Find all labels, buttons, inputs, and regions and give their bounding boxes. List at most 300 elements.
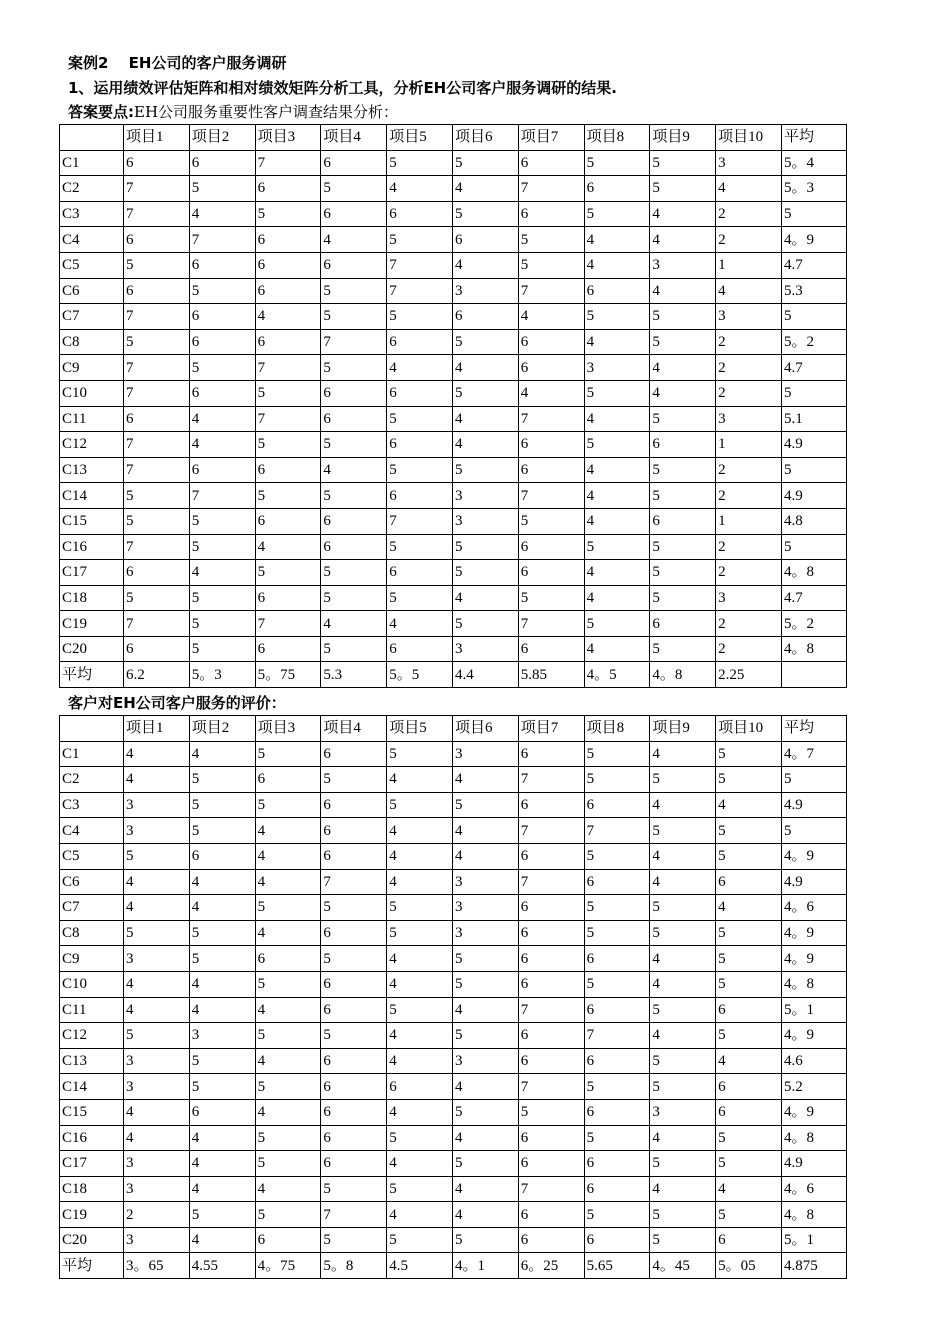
table-cell: 5 (716, 1125, 782, 1151)
case-title: 案例2 EH公司的客户服务调研 (68, 54, 287, 72)
header-cell: 项目7 (518, 125, 584, 151)
table-row (60, 1048, 847, 1074)
table-cell: 6 (650, 508, 716, 534)
table-cell: 4 (189, 406, 255, 432)
table-row (60, 1176, 847, 1202)
table-cell: 7 (518, 611, 584, 637)
row-label-cell: C17 (60, 560, 124, 586)
table-cell: 5 (650, 483, 716, 509)
table-cell: 5 (452, 1099, 518, 1125)
table-cell: 4。9 (781, 1023, 846, 1049)
table-cell: 5 (387, 920, 453, 946)
table-cell: 3 (124, 1227, 190, 1253)
row-label-cell: C10 (60, 380, 124, 406)
table-cell: 5 (518, 227, 584, 253)
row-label-cell: C3 (60, 792, 124, 818)
table-cell: 6 (584, 1099, 650, 1125)
header-cell: 项目2 (189, 716, 255, 742)
table-cell: 4 (189, 869, 255, 895)
table-cell: 4。7 (781, 741, 846, 767)
table-cell: 7 (584, 818, 650, 844)
row-label-cell: 平均 (60, 662, 124, 688)
table-row (60, 741, 847, 767)
table-cell: 7 (255, 611, 321, 637)
table-cell: 4.9 (781, 432, 846, 458)
table-row (60, 920, 847, 946)
table-cell: 4 (452, 252, 518, 278)
table-cell: 5 (584, 920, 650, 946)
table-cell: 5 (452, 946, 518, 972)
table-cell: 7 (518, 483, 584, 509)
table-cell: 5 (255, 1125, 321, 1151)
table-cell: 4 (452, 406, 518, 432)
table-cell: 5 (255, 895, 321, 921)
header-cell: 平均 (781, 125, 846, 151)
table-cell: 6 (518, 741, 584, 767)
table-cell: 7 (321, 869, 387, 895)
table-cell: 4 (650, 843, 716, 869)
table-row (60, 150, 847, 176)
table-cell: 6 (255, 278, 321, 304)
row-label-cell: C16 (60, 534, 124, 560)
table-cell: 6 (716, 1227, 782, 1253)
table-cell: 5。4 (781, 150, 846, 176)
table-cell: 6 (584, 1227, 650, 1253)
table-cell: 4.875 (781, 1253, 846, 1279)
table-cell: 5 (452, 792, 518, 818)
header-cell (60, 716, 124, 742)
table-cell: 6 (321, 534, 387, 560)
table-row (60, 895, 847, 921)
table-cell: 3 (124, 1048, 190, 1074)
table-cell: 6 (189, 380, 255, 406)
table-cell: 3 (584, 355, 650, 381)
table-cell: 5 (716, 920, 782, 946)
table-cell: 7 (189, 483, 255, 509)
table-cell: 3 (716, 150, 782, 176)
table-cell: 3 (124, 792, 190, 818)
table-cell: 6 (321, 741, 387, 767)
answer-intro (68, 103, 398, 121)
table-row (60, 818, 847, 844)
table-cell: 6 (584, 176, 650, 202)
table-cell: 3。65 (124, 1253, 190, 1279)
table-cell: 1 (716, 252, 782, 278)
table-cell: 4 (189, 1176, 255, 1202)
table-cell: 6 (518, 1151, 584, 1177)
table-cell: 5 (584, 611, 650, 637)
table-cell: 4 (124, 869, 190, 895)
table-cell: 7 (255, 355, 321, 381)
table-cell: 5 (650, 1048, 716, 1074)
table-cell: 5.3 (781, 278, 846, 304)
table-cell: 7 (518, 818, 584, 844)
table-cell: 6 (518, 150, 584, 176)
table-cell: 3 (124, 818, 190, 844)
table-cell: 5 (255, 741, 321, 767)
table-cell: 5 (452, 1023, 518, 1049)
table-cell: 5 (650, 304, 716, 330)
table-cell: 4 (124, 971, 190, 997)
table-cell: 6 (518, 560, 584, 586)
table-cell: 7 (387, 252, 453, 278)
table-cell: 5 (189, 611, 255, 637)
table-cell: 5.2 (781, 1074, 846, 1100)
table-cell: 6 (518, 1125, 584, 1151)
header-cell: 项目5 (387, 716, 453, 742)
header-cell: 项目9 (650, 125, 716, 151)
table-cell: 2 (716, 611, 782, 637)
row-label-cell: C19 (60, 611, 124, 637)
table-cell: 6 (189, 150, 255, 176)
table-cell: 3 (452, 869, 518, 895)
table-row (60, 585, 847, 611)
table-cell: 7 (518, 997, 584, 1023)
table-cell: 6 (189, 329, 255, 355)
table-cell: 4.6 (781, 1048, 846, 1074)
table-row (60, 432, 847, 458)
table-row (60, 843, 847, 869)
table-cell: 5 (518, 1099, 584, 1125)
row-label-cell: C16 (60, 1125, 124, 1151)
table-row (60, 636, 847, 662)
table-cell: 5 (189, 946, 255, 972)
table-cell: 5 (321, 585, 387, 611)
row-label-cell: C11 (60, 997, 124, 1023)
table-cell: 5.65 (584, 1253, 650, 1279)
table-row (60, 329, 847, 355)
table-cell: 4 (387, 946, 453, 972)
table-row (60, 227, 847, 253)
row-label-cell: C18 (60, 585, 124, 611)
table-cell: 6 (189, 252, 255, 278)
table-cell: 7 (584, 1023, 650, 1049)
table-cell: 3 (189, 1023, 255, 1049)
table-cell: 5 (452, 971, 518, 997)
table-cell: 4 (387, 818, 453, 844)
table-cell: 6 (518, 843, 584, 869)
table-cell: 4。9 (781, 946, 846, 972)
table-row (60, 792, 847, 818)
table-row (60, 611, 847, 637)
table-cell: 5 (584, 1074, 650, 1100)
table-row (60, 767, 847, 793)
table-cell: 3 (452, 920, 518, 946)
table-cell: 5 (321, 1176, 387, 1202)
table-cell: 5 (650, 534, 716, 560)
table-cell: 4 (387, 767, 453, 793)
table-cell: 5 (518, 585, 584, 611)
table-cell: 5 (452, 560, 518, 586)
table-cell: 6 (518, 792, 584, 818)
table-cell: 6 (584, 1176, 650, 1202)
question-text: 1、运用绩效评估矩阵和相对绩效矩阵分析工具，分析EH公司客户服务调研的结果. (68, 79, 617, 97)
table-cell: 3 (124, 1176, 190, 1202)
table-cell: 5 (584, 741, 650, 767)
table-cell: 5。2 (781, 611, 846, 637)
table-cell: 5 (321, 304, 387, 330)
table-row (60, 1023, 847, 1049)
table-cell: 5 (321, 355, 387, 381)
table-cell: 4.9 (781, 1151, 846, 1177)
table-cell: 4。8 (781, 636, 846, 662)
table-cell: 4 (452, 432, 518, 458)
table-cell: 5 (387, 227, 453, 253)
table-cell: 4 (452, 355, 518, 381)
table-cell: 6 (124, 227, 190, 253)
table-cell: 4 (452, 767, 518, 793)
table-cell: 6 (518, 432, 584, 458)
table-cell: 5 (650, 920, 716, 946)
table-cell: 4 (452, 1202, 518, 1228)
table-row (60, 252, 847, 278)
table-cell: 7 (124, 457, 190, 483)
table-cell: 4 (189, 971, 255, 997)
header-cell: 项目7 (518, 716, 584, 742)
table-cell: 6 (716, 1074, 782, 1100)
table-cell: 3 (124, 946, 190, 972)
table-cell: 4 (584, 560, 650, 586)
table-cell: 5 (321, 1023, 387, 1049)
table-cell: 4 (584, 227, 650, 253)
table-cell: 6 (321, 150, 387, 176)
row-label-cell: C8 (60, 329, 124, 355)
table-cell: 2 (124, 1202, 190, 1228)
table-cell: 4 (387, 971, 453, 997)
table-row (60, 1227, 847, 1253)
table-cell: 7 (321, 1202, 387, 1228)
table-header-row (60, 716, 847, 742)
table-cell: 5 (781, 201, 846, 227)
header-cell (60, 125, 124, 151)
table-cell: 2 (716, 534, 782, 560)
row-label-cell: C6 (60, 278, 124, 304)
table-cell: 4 (716, 792, 782, 818)
table-cell: 4 (650, 741, 716, 767)
table-cell: 5 (584, 432, 650, 458)
row-label-cell: C14 (60, 1074, 124, 1100)
table-cell: 5 (650, 560, 716, 586)
table-cell: 4 (452, 176, 518, 202)
table-cell: 5。05 (716, 1253, 782, 1279)
table-cell: 5 (650, 1074, 716, 1100)
table-cell: 7 (124, 380, 190, 406)
table-cell: 7 (387, 278, 453, 304)
table-cell: 6 (518, 1023, 584, 1049)
table-cell: 7 (518, 278, 584, 304)
table-cell: 6 (452, 304, 518, 330)
table-cell: 7 (124, 432, 190, 458)
table-cell: 5。5 (387, 662, 453, 688)
table-cell: 4.8 (781, 508, 846, 534)
table-cell: 5 (716, 767, 782, 793)
row-label-cell: C1 (60, 741, 124, 767)
table-cell: 5 (387, 895, 453, 921)
table-cell: 5 (781, 818, 846, 844)
table-cell: 7 (518, 1176, 584, 1202)
table-cell: 4 (387, 843, 453, 869)
table-cell: 6 (518, 971, 584, 997)
table-cell: 6 (321, 997, 387, 1023)
table-cell: 5.85 (518, 662, 584, 688)
table-cell: 4 (650, 792, 716, 818)
table-cell: 7 (124, 355, 190, 381)
table-cell: 4 (387, 176, 453, 202)
table-cell: 7 (518, 176, 584, 202)
table-cell: 2 (716, 560, 782, 586)
row-label-cell: C14 (60, 483, 124, 509)
row-label-cell: C7 (60, 895, 124, 921)
header-cell: 项目3 (255, 125, 321, 151)
row-label-cell: C3 (60, 201, 124, 227)
table-cell: 6 (321, 252, 387, 278)
table-cell: 5 (255, 971, 321, 997)
table-cell: 5 (650, 585, 716, 611)
table-cell: 6 (321, 1099, 387, 1125)
table-cell: 6 (255, 457, 321, 483)
table-cell: 2 (716, 355, 782, 381)
table-cell: 4.7 (781, 585, 846, 611)
table-cell: 5 (584, 201, 650, 227)
table-cell: 4 (124, 895, 190, 921)
table-cell: 4 (387, 1202, 453, 1228)
table-cell: 4 (716, 1048, 782, 1074)
row-label-cell: C19 (60, 1202, 124, 1228)
table-cell: 7 (124, 176, 190, 202)
table-cell: 4。8 (781, 1202, 846, 1228)
row-label-cell: C13 (60, 457, 124, 483)
table-cell: 6 (387, 483, 453, 509)
table-cell: 6 (255, 946, 321, 972)
table-cell: 5 (716, 946, 782, 972)
header-cell: 项目1 (124, 125, 190, 151)
header-cell: 项目1 (124, 716, 190, 742)
table-cell: 4 (189, 997, 255, 1023)
table-cell: 4 (518, 304, 584, 330)
table-cell: 5 (189, 767, 255, 793)
table-cell: 5 (584, 1125, 650, 1151)
table-cell: 3 (124, 1074, 190, 1100)
table-cell: 5 (387, 304, 453, 330)
table-cell: 6 (518, 355, 584, 381)
row-label-cell: C12 (60, 1023, 124, 1049)
table-row (60, 278, 847, 304)
table-cell: 6 (387, 1074, 453, 1100)
table-cell: 4 (650, 946, 716, 972)
table-cell: 4 (584, 252, 650, 278)
row-label-cell: C20 (60, 1227, 124, 1253)
table-row (60, 304, 847, 330)
table-row (60, 946, 847, 972)
header-cell: 项目6 (452, 716, 518, 742)
table-cell: 6 (716, 869, 782, 895)
table-cell: 5。3 (781, 176, 846, 202)
table-cell: 5 (781, 457, 846, 483)
answer-label: 答案要点: (68, 103, 134, 121)
table-cell: 5 (321, 278, 387, 304)
table-cell: 4 (387, 1048, 453, 1074)
table-cell: 6。25 (518, 1253, 584, 1279)
row-label-cell: C13 (60, 1048, 124, 1074)
row-label-cell: C15 (60, 1099, 124, 1125)
table-cell: 5 (387, 1125, 453, 1151)
table-cell: 6 (518, 1048, 584, 1074)
table-cell: 5 (387, 534, 453, 560)
table-cell: 4 (650, 201, 716, 227)
table-cell: 6 (321, 971, 387, 997)
row-label-cell: C12 (60, 432, 124, 458)
importance-table (59, 124, 847, 688)
table-cell: 6 (189, 843, 255, 869)
table-cell: 6 (321, 1125, 387, 1151)
table-cell: 5。2 (781, 329, 846, 355)
table-cell: 4 (124, 997, 190, 1023)
table-cell: 7 (124, 201, 190, 227)
table-cell: 6 (321, 843, 387, 869)
table-cell: 6 (650, 611, 716, 637)
table-cell: 4 (189, 1125, 255, 1151)
table-cell: 4 (716, 278, 782, 304)
table-cell: 5 (781, 767, 846, 793)
table-cell: 5 (189, 176, 255, 202)
table-cell: 7 (518, 406, 584, 432)
table-cell: 4 (584, 508, 650, 534)
table-row (60, 457, 847, 483)
table-cell: 6 (387, 201, 453, 227)
table-cell: 7 (124, 304, 190, 330)
table-cell: 6 (518, 534, 584, 560)
table-cell: 5 (650, 1227, 716, 1253)
table-cell: 1 (716, 508, 782, 534)
table-cell: 5 (255, 560, 321, 586)
table-row (60, 1125, 847, 1151)
table-cell: 5 (650, 767, 716, 793)
table-cell: 5 (124, 843, 190, 869)
table-cell: 5 (321, 636, 387, 662)
table-cell: 3 (716, 585, 782, 611)
header-cell: 项目8 (584, 716, 650, 742)
table-cell: 6 (584, 278, 650, 304)
table-cell: 6 (321, 380, 387, 406)
table-cell: 5 (255, 792, 321, 818)
table-row (60, 534, 847, 560)
table-cell: 5 (452, 201, 518, 227)
table-cell: 4 (650, 869, 716, 895)
table-cell: 3 (452, 508, 518, 534)
table-cell: 5 (321, 483, 387, 509)
table-cell: 2 (716, 380, 782, 406)
table-cell: 4。1 (452, 1253, 518, 1279)
table-cell: 6 (584, 1048, 650, 1074)
table-cell: 2 (716, 457, 782, 483)
table-cell: 5 (189, 355, 255, 381)
table-cell: 3 (716, 406, 782, 432)
table-cell: 4 (189, 1151, 255, 1177)
table-cell: 5 (584, 1202, 650, 1228)
table-cell: 4 (387, 869, 453, 895)
header-cell: 项目9 (650, 716, 716, 742)
table-cell: 6 (189, 457, 255, 483)
table-cell: 6 (518, 636, 584, 662)
table-cell: 4 (387, 1099, 453, 1125)
table-cell: 2 (716, 329, 782, 355)
table-cell: 6 (321, 406, 387, 432)
table-cell: 4 (650, 971, 716, 997)
table-cell: 5 (255, 201, 321, 227)
table-cell: 3 (452, 636, 518, 662)
table-cell: 5 (716, 971, 782, 997)
table-cell: 7 (518, 1074, 584, 1100)
